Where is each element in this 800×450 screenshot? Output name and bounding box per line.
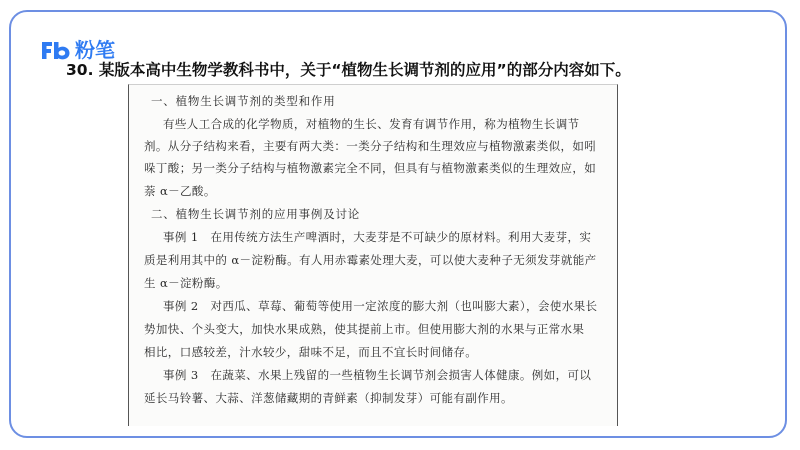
excerpt-line: 事例 2 对西瓜、草莓、葡萄等使用一定浓度的膨大剂（也叫膨大素），会使水果长 <box>163 299 598 313</box>
excerpt-line: 萘 α－乙酸。 <box>144 184 216 198</box>
textbook-excerpt <box>128 84 618 426</box>
excerpt-line: 延长马铃薯、大蒜、洋葱储藏期的青鲜素（抑制发芽）可能有副作用。 <box>144 391 513 405</box>
excerpt-heading-1: 一、植物生长调节剂的类型和作用 <box>151 94 336 108</box>
excerpt-line: 势加快、个头变大，加快水果成熟，使其提前上市。但使用膨大剂的水果与正常水果 <box>144 322 585 336</box>
fb-logo-icon <box>40 39 72 61</box>
excerpt-heading-2: 二、植物生长调节剂的应用事例及讨论 <box>151 207 361 221</box>
excerpt-line: 生 α－淀粉酶。 <box>144 276 228 290</box>
question-title: 30. 某版本高中生物学教科书中，关于“植物生长调节剂的应用”的部分内容如下。 <box>66 61 631 79</box>
brand-name: 粉笔 <box>75 38 115 62</box>
excerpt-line: 事例 3 在蔬菜、水果上残留的一些植物生长调节剂会损害人体健康。例如，可以 <box>163 368 592 382</box>
excerpt-line: 有些人工合成的化学物质，对植物的生长、发育有调节作用，称为植物生长调节 <box>163 117 580 131</box>
excerpt-line: 事例 1 在用传统方法生产啤酒时，大麦芽是不可缺少的原材料。利用大麦芽，实 <box>163 230 592 244</box>
excerpt-line: 哚丁酸；另一类分子结构与植物激素完全不同，但具有与植物激素类似的生理效应，如 <box>144 161 597 175</box>
excerpt-line: 剂。从分子结构来看，主要有两大类：一类分子结构和生理效应与植物激素类似，如吲 <box>144 139 597 153</box>
excerpt-line: 相比，口感较差，汁水较少，甜味不足，而且不宜长时间储存。 <box>144 345 478 359</box>
excerpt-line: 质是利用其中的 α－淀粉酶。有人用赤霉素处理大麦，可以使大麦种子无须发芽就能产 <box>144 253 597 267</box>
